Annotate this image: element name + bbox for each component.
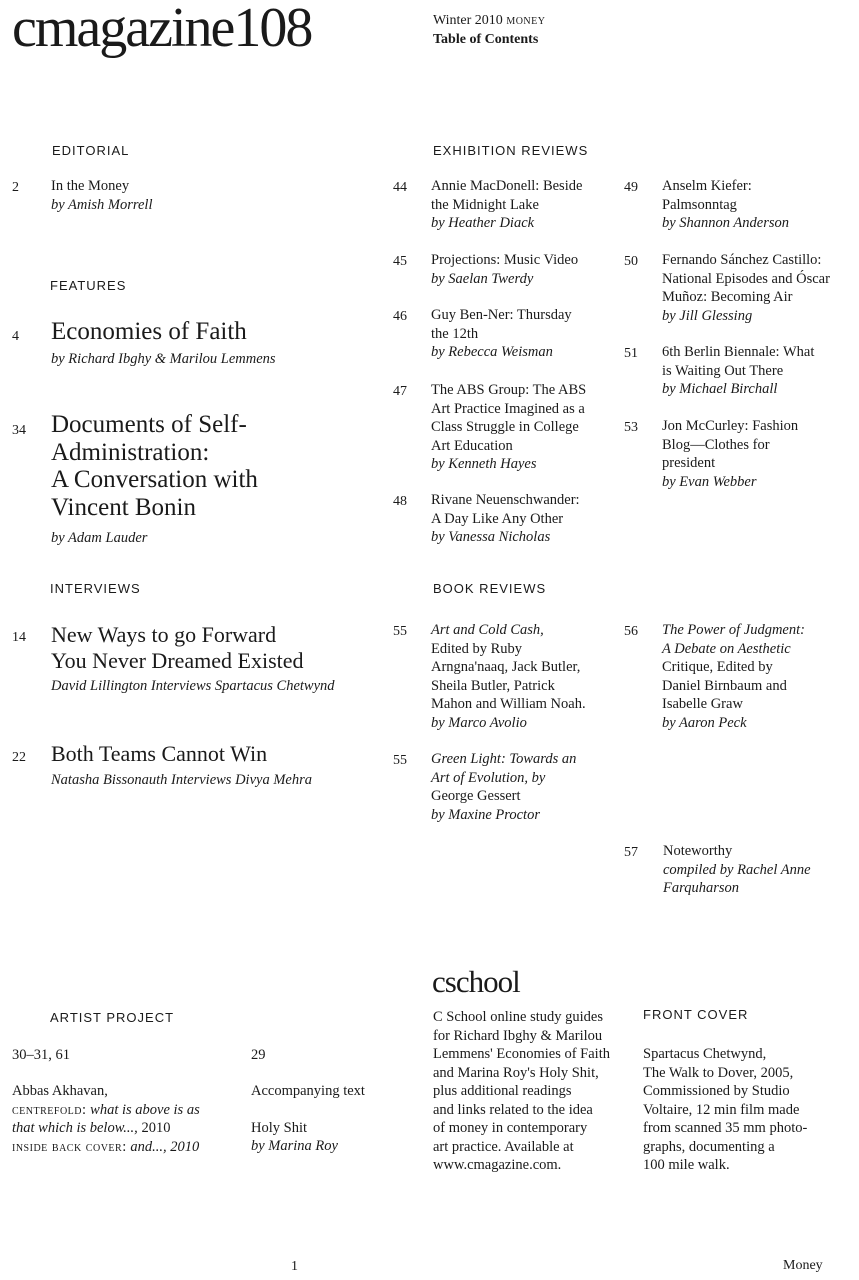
- page-number: 47: [393, 384, 407, 399]
- toc-entry-exhibition-review[interactable]: [431, 306, 572, 362]
- entry-byline: by Saelan Twerdy: [431, 270, 534, 287]
- page-number: 45: [393, 254, 407, 269]
- entry-title: Noteworthy: [663, 843, 733, 859]
- cschool-description: [433, 1008, 610, 1175]
- section-heading-book-reviews: BOOK REVIEWS: [433, 581, 547, 596]
- section-heading-features: FEATURES: [50, 278, 127, 293]
- cschool-logo: cschool: [432, 964, 520, 999]
- artist-name: Abbas Akhavan,: [12, 1083, 108, 1099]
- text-line: 100 mile walk.: [643, 1157, 730, 1173]
- entry-title-line: Mahon and William Noah.: [431, 696, 586, 712]
- website-link[interactable]: www.cmagazine.com.: [433, 1157, 562, 1173]
- entry-title-line: You Never Dreamed Existed: [51, 647, 304, 673]
- toc-entry-book-review[interactable]: [662, 621, 805, 732]
- artist-project-pages: 30–31, 61: [12, 1047, 70, 1063]
- page-number: 57: [624, 845, 638, 860]
- page-number: 2: [12, 180, 19, 195]
- text-line: Commissioned by Studio: [643, 1083, 790, 1099]
- issue-info: [433, 11, 545, 30]
- entry-title-line: Anselm Kiefer:: [662, 178, 752, 194]
- entry-title-line: Both Teams Cannot Win: [51, 741, 268, 766]
- toc-entry-exhibition-review[interactable]: [662, 417, 798, 491]
- placement-label: inside back cover:: [12, 1138, 127, 1155]
- page-number: 55: [393, 753, 407, 768]
- entry-title-line: The ABS Group: The ABS: [431, 382, 587, 398]
- entry-title-line: A Conversation with: [51, 466, 258, 493]
- page-number: 55: [393, 624, 407, 639]
- entry-title: Economies of Faith: [51, 318, 247, 345]
- entry-title-line: the Midnight Lake: [431, 196, 539, 213]
- work-year: 2010: [141, 1120, 171, 1136]
- page-number: 14: [12, 630, 26, 645]
- entry-byline: by Jill Glessing: [662, 307, 753, 324]
- section-heading-exhibition-reviews: EXHIBITION REVIEWS: [433, 143, 589, 158]
- entry-title-line: Art Practice Imagined as a: [431, 400, 585, 417]
- page-number: 51: [624, 346, 638, 361]
- entry-byline: by Amish Morrell: [51, 196, 153, 213]
- entry-title-line: Projections: Music Video: [431, 252, 579, 268]
- text-line: Spartacus Chetwynd,: [643, 1046, 767, 1062]
- page-number: 22: [12, 750, 26, 765]
- entry-title-line: is Waiting Out There: [662, 362, 784, 379]
- toc-entry-exhibition-review[interactable]: [662, 177, 789, 233]
- entry-byline: by Marco Avolio: [431, 714, 527, 731]
- page-number: 53: [624, 420, 638, 435]
- toc-entry-book-review[interactable]: [431, 621, 586, 732]
- toc-entry-interview[interactable]: [51, 741, 312, 789]
- entry-title: Holy Shit: [251, 1119, 307, 1136]
- entry-title-line: Muñoz: Becoming Air: [662, 289, 793, 305]
- issue-season: Winter 2010: [433, 13, 503, 28]
- entry-byline: by Heather Diack: [431, 215, 535, 231]
- entry-title-line: A Day Like Any Other: [431, 510, 564, 527]
- entry-title-line: Art and Cold Cash,: [431, 622, 544, 638]
- front-cover-description: [643, 1045, 807, 1175]
- entry-byline: Farquharson: [663, 880, 739, 896]
- entry-title-line: the 12th: [431, 325, 479, 342]
- entry-title-line: Class Struggle in College: [431, 419, 579, 435]
- toc-entry-exhibition-review[interactable]: [662, 343, 814, 399]
- text-line: of money in contemporary: [433, 1120, 588, 1136]
- entry-title-line: Sheila Butler, Patrick: [431, 677, 555, 694]
- section-heading-front-cover: FRONT COVER: [643, 1007, 749, 1022]
- text-line: Lemmens' Economies of Faith: [433, 1046, 610, 1062]
- toc-entry-exhibition-review[interactable]: [431, 251, 578, 288]
- page-number: 56: [624, 624, 638, 639]
- entry-byline: by Richard Ibghy & Marilou Lemmens: [51, 350, 276, 367]
- entry-title-line: 6th Berlin Biennale: What: [662, 344, 815, 360]
- artist-project-entry[interactable]: [12, 1082, 200, 1156]
- text-line: The Walk to Dover, 2005,: [643, 1064, 794, 1081]
- entry-title-line: Documents of Self-: [51, 411, 247, 438]
- entry-byline: by Michael Birchall: [662, 381, 778, 397]
- entry-title-line: George Gessert: [431, 788, 521, 804]
- page-number: 46: [393, 309, 407, 324]
- accompanying-text-entry[interactable]: [251, 1082, 365, 1156]
- text-line: and links related to the idea: [433, 1101, 593, 1118]
- text-line: art practice. Available at: [433, 1138, 574, 1155]
- text-line: and Marina Roy's Holy Shit,: [433, 1064, 599, 1081]
- entry-title-line: The Power of Judgment:: [662, 622, 805, 638]
- entry-title-line: Rivane Neuenschwander:: [431, 492, 580, 508]
- entry-byline: Natasha Bissonauth Interviews Divya Mehra: [51, 771, 312, 788]
- entry-title-line: Annie MacDonell: Beside: [431, 178, 583, 194]
- entry-byline: by Rebecca Weisman: [431, 344, 553, 360]
- entry-title-line: Isabelle Graw: [662, 696, 743, 712]
- entry-byline: by Evan Webber: [662, 473, 757, 490]
- section-heading-artist-project: ARTIST PROJECT: [50, 1010, 175, 1025]
- entry-byline: by Vanessa Nicholas: [431, 529, 551, 545]
- work-title: what is above is as: [90, 1101, 200, 1118]
- entry-title-line: Green Light: Towards an: [431, 751, 577, 767]
- entry-byline: by Adam Lauder: [51, 530, 148, 546]
- toc-entry-exhibition-review[interactable]: [662, 251, 830, 325]
- entry-title-line: Fernando Sánchez Castillo:: [662, 252, 822, 268]
- page-number: 34: [12, 423, 26, 438]
- toc-entry-noteworthy[interactable]: [663, 842, 811, 898]
- entry-title-line: Arngna'naaq, Jack Butler,: [431, 659, 581, 675]
- page-number: 44: [393, 180, 407, 195]
- toc-entry-interview[interactable]: [51, 622, 335, 696]
- page-number: 4: [12, 329, 19, 344]
- text-line: C School online study guides: [433, 1009, 603, 1025]
- folio-section: Money: [783, 1258, 823, 1273]
- page-number: 50: [624, 254, 638, 269]
- toc-entry-exhibition-review[interactable]: [431, 177, 582, 233]
- toc-entry-book-review[interactable]: [431, 750, 576, 824]
- accompanying-text-page: 29: [251, 1047, 266, 1063]
- entry-byline: by Aaron Peck: [662, 714, 747, 731]
- entry-title-line: president: [662, 455, 716, 471]
- work-title: that which is below...,: [12, 1120, 138, 1136]
- entry-title-line: Administration:: [51, 438, 210, 466]
- section-heading-editorial: EDITORIAL: [52, 143, 130, 158]
- entry-title-line: Vincent Bonin: [51, 493, 197, 521]
- toc-entry-editorial[interactable]: [51, 177, 153, 214]
- entry-title-line: Art Education: [431, 437, 513, 454]
- entry-title-line: Jon McCurley: Fashion: [662, 418, 799, 434]
- toc-entry-feature[interactable]: [51, 411, 258, 548]
- page-number: 48: [393, 494, 407, 509]
- entry-byline: by Maxine Proctor: [431, 806, 540, 823]
- text-line: for Richard Ibghy & Marilou: [433, 1027, 603, 1044]
- entry-title-line: New Ways to go Forward: [51, 622, 277, 647]
- page-number: 49: [624, 180, 638, 195]
- text-line: from scanned 35 mm photo-: [643, 1120, 808, 1136]
- toc-entry-feature[interactable]: [51, 318, 276, 368]
- section-heading-interviews: INTERVIEWS: [50, 581, 141, 596]
- work-title: and..., 2010: [130, 1138, 200, 1155]
- magazine-logo: cmagazine108: [12, 0, 312, 59]
- text-line: Voltaire, 12 min film made: [643, 1101, 800, 1118]
- entry-title-line: National Episodes and Óscar: [662, 270, 830, 287]
- placement-label: centrefold:: [12, 1101, 87, 1118]
- folio-page-number: 1: [291, 1259, 298, 1274]
- text-line: graphs, documenting a: [643, 1138, 775, 1155]
- entry-title-line: Critique, Edited by: [662, 659, 773, 675]
- entry-byline: by Kenneth Hayes: [431, 456, 537, 472]
- entry-title: In the Money: [51, 178, 130, 194]
- entry-byline: by Marina Roy: [251, 1138, 338, 1154]
- entry-byline: compiled by Rachel Anne: [663, 861, 811, 878]
- toc-title: Table of Contents: [433, 32, 539, 47]
- issue-theme: money: [506, 13, 546, 28]
- entry-title-line: Art of Evolution, by: [431, 769, 546, 786]
- entry-label: Accompanying text: [251, 1083, 365, 1099]
- entry-title-line: Daniel Birnbaum and: [662, 677, 787, 694]
- entry-title-line: Edited by Ruby: [431, 640, 523, 657]
- entry-byline: David Lillington Interviews Spartacus Chetwynd: [51, 678, 335, 694]
- entry-title-line: Palmsonntag: [662, 196, 737, 213]
- toc-entry-exhibition-review[interactable]: [431, 491, 580, 547]
- entry-byline: by Shannon Anderson: [662, 215, 790, 231]
- entry-title-line: Blog—Clothes for: [662, 436, 770, 453]
- toc-entry-exhibition-review[interactable]: [431, 381, 586, 474]
- entry-title-line: A Debate on Aesthetic: [662, 640, 791, 657]
- text-line: plus additional readings: [433, 1083, 572, 1099]
- entry-title-line: Guy Ben-Ner: Thursday: [431, 307, 572, 323]
